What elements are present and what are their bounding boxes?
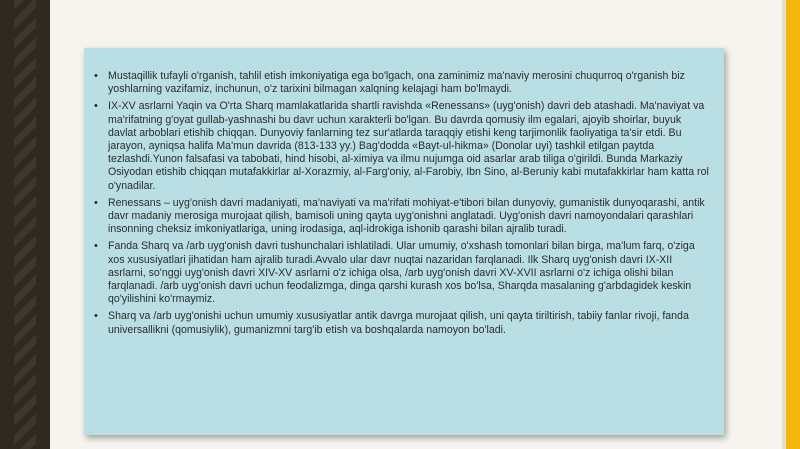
bullet-text: Mustaqillik tufayli o'rganish, tahlil etish imkoniyatiga ega bo'lgach, ona zaminimiz ma'naviy merosini chuqurroq o'rganish biz yoshlarning vazifamiz, inchunun, o'z tarixini bilmagan xalqning kelajagi ham bo'lmaydi. xyxy=(108,70,685,96)
bullet-list xyxy=(92,70,712,337)
bullet-text: IX-XV asrlarni Yaqin va O'rta Sharq mamlakatlarida shartli ravishda «Renessans» (uyg'onish) davri deb atashadi. Ma'naviyat va ma'rifatning g'oyat gullab-yashnashi bu davr uchun xarakterli bo'lgan. Bu davrda qomusiy ilm egalari, ajoyib shoirlar, buyuk davlat arboblari etishib chiqqan. Dunyoviy fanlarning tez sur'atlarda taraqqiy etishi keng tarjimonlik faoliyatiga ta'sir etdi. Bu jarayon, ayniqsa halifa Ma'mun davrida (813-133 yy.) Bag'dodda «Bayt-ul-hikma» (Donolar uyi) tashkil etilgan paytda tezlashdi.Yunon falsafasi va tabobati, hind hisobi, al-ximiya va ilmu nujumga oid asarlar arab tiliga o'girildi. Bunda Markaziy Osiyodan etishib chiqqan mutafakkirlar al-Xorazmiy, al-Farg'oniy, al-Farobiy, Ibn Sino, al-Beruniy kabi mutafakkirlar ham katta rol o'ynadilar. xyxy=(108,100,709,192)
bullet-dot-icon: • xyxy=(94,240,98,253)
bullet-item xyxy=(92,100,712,192)
bullet-item xyxy=(92,310,712,336)
bullet-dot-icon: • xyxy=(94,100,98,113)
bullet-item xyxy=(92,240,712,306)
bullet-text: Fanda Sharq va /arb uyg'onish davri tushunchalari ishlatiladi. Ular umumiy, o'xshash tomonlari bilan birga, ma'lum farq, o'ziga xos xususiyatlari jihatidan ham ajralib turadi.Avvalo ular davr nuqtai nazaridan farqlanadi. Ilk Sharq uyg'onish davri IX-XII asrlarni, so'nggi uyg'onish davri XIV-XV asrlarni o'z ichiga olsa, /arb uyg'onish davri XV-XVII asrlarni o'z ichiga olishi bilan farqlanadi. /arb uyg'onish davri uchun feodalizmga, dinga qarshi kurash xos bo'lsa, Sharqda masalaning g'arbdagidek keskin qo'yilishini ko'rmaymiz. xyxy=(108,240,695,306)
content-panel xyxy=(84,48,724,435)
bullet-text: Sharq va /arb uyg'onishi uchun umumiy xususiyatlar antik davrga murojaat qilish, uni qayta tiriltirish, tabiiy fanlar rivoji, fanda universallikni (qomusiylik), gumanizmni targ'ib etish va boshqalarda namoyon bo'ladi. xyxy=(108,310,689,336)
bullet-dot-icon: • xyxy=(94,310,98,323)
decorative-left-band xyxy=(0,0,50,449)
decorative-right-band xyxy=(786,0,800,449)
bullet-item xyxy=(92,197,712,237)
bullet-item xyxy=(92,70,712,96)
bullet-dot-icon: • xyxy=(94,196,98,209)
bullet-dot-icon: • xyxy=(94,70,98,82)
bullet-text: Renessans – uyg'onish davri madaniyati, ma'naviyati va ma'rifati mohiyat-e'tibori bilan dunyoviy, gumanistik dunyoqarashi, antik davr madaniy merosiga murojaat qilish, bamisoli uning qayta uyg'onishni anglatadi. Uyg'onish davri namoyondalari qarashlari insonning cheksiz imkoniyatlariga, uning irodasiga, aql-idrokiga ishonib qarashi bilan ajralib turadi. xyxy=(108,196,705,236)
